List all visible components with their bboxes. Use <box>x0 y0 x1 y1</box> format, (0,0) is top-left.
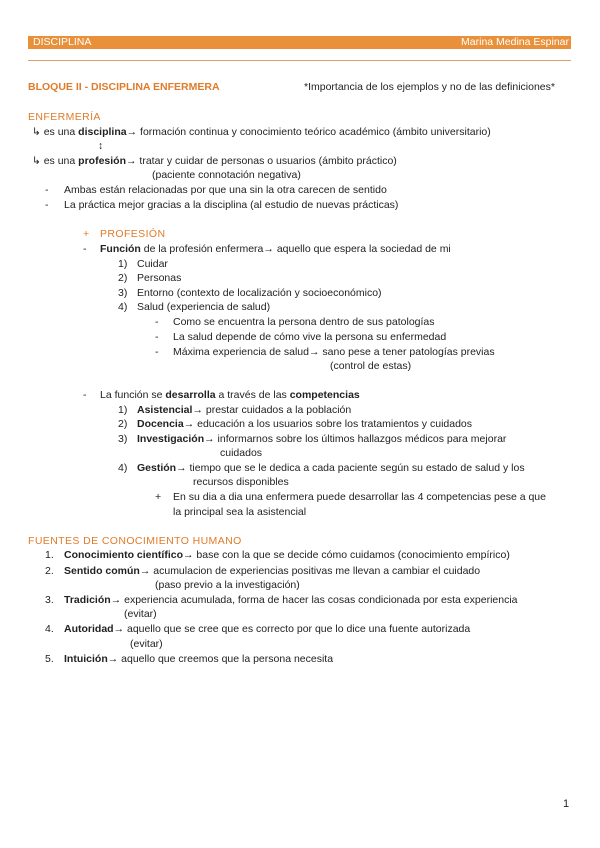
list-number: 3. <box>45 594 54 606</box>
double-arrow-icon: ↕ <box>98 140 104 152</box>
salud-point-3: Máxima experiencia de salud→ sano pese a tener patologías previas <box>173 346 495 358</box>
list-number: 2) <box>118 418 128 430</box>
header-bar <box>28 36 571 49</box>
list-number: 1. <box>45 549 54 561</box>
list-item: Personas <box>137 272 182 284</box>
competencia-asistencial: Asistencial→ prestar cuidados a la población <box>137 404 352 416</box>
list-number: 2. <box>45 565 54 577</box>
fuente-autoridad-note: (evitar) <box>130 638 163 650</box>
fuente-tradicion-note: (evitar) <box>124 608 157 620</box>
section-heading-enfermeria: ENFERMERÍA <box>28 111 101 123</box>
competencia-docencia: Docencia→ educación a los usuarios sobre los tratamientos y cuidados <box>137 418 473 430</box>
competencias-line: La función se desarrolla a través de las competencias <box>100 389 360 401</box>
list-item: Cuidar <box>137 258 168 270</box>
section-heading-fuentes: FUENTES DE CONOCIMIENTO HUMANO <box>28 535 242 547</box>
competencia-gestion: Gestión→ tiempo que se le dedica a cada paciente según su estado de salud y los <box>137 462 525 474</box>
competencia-gestion-cont: recursos disponibles <box>193 476 289 488</box>
plus-bullet: + <box>155 491 162 503</box>
dash-bullet: - <box>155 346 159 358</box>
fuente-intuicion: Intuición→ aquello que creemos que la persona necesita <box>64 653 334 665</box>
dash-bullet: - <box>83 243 87 255</box>
competencias-note-cont: la principal sea la asistencial <box>173 506 307 518</box>
fuente-sentido-comun-note: (paso previo a la investigación) <box>155 579 300 591</box>
list-item: Salud (experiencia de salud) <box>137 301 271 313</box>
block-title: BLOQUE II - DISCIPLINA ENFERMERA <box>28 81 220 93</box>
dash-bullet: - <box>45 184 49 196</box>
dash-bullet: - <box>155 316 159 328</box>
fuente-autoridad: Autoridad→ aquello que se cree que es correcto por que lo dice una fuente autorizada <box>64 623 471 635</box>
list-number: 4. <box>45 623 54 635</box>
list-number: 4) <box>118 301 128 313</box>
funcion-line: Función de la profesión enfermera→ aquello que espera la sociedad de mi <box>100 243 451 255</box>
salud-point-3-note: (control de estas) <box>330 360 412 372</box>
section-heading-profesion: PROFESIÓN <box>100 228 166 240</box>
line-profesion-note: (paciente connotación negativa) <box>152 169 301 181</box>
enf-point-1: Ambas están relacionadas por que una sin la otra carecen de sentido <box>64 184 387 196</box>
list-number: 5. <box>45 653 54 665</box>
list-number: 4) <box>118 462 128 474</box>
list-number: 1) <box>118 258 128 270</box>
block-note: *Importancia de los ejemplos y no de las definiciones* <box>304 81 555 93</box>
list-item: Entorno (contexto de localización y socioeconómico) <box>137 287 382 299</box>
competencia-investigacion: Investigación→ informarnos sobre los últimos hallazgos médicos para mejorar <box>137 433 507 445</box>
fuente-sentido-comun: Sentido común→ acumulacion de experiencias positivas me llevan a cambiar el cuidado <box>64 565 481 577</box>
fuente-tradicion: Tradición→ experiencia acumulada, forma de hacer las cosas condicionada por esta experiencia <box>64 594 518 606</box>
header-divider <box>28 60 571 61</box>
competencias-note: En su dia a dia una enfermera puede desarrollar las 4 competencias pese a que <box>173 491 546 503</box>
list-number: 1) <box>118 404 128 416</box>
list-number: 3) <box>118 287 128 299</box>
list-number: 3) <box>118 433 128 445</box>
plus-bullet: + <box>83 228 90 240</box>
header-subject: DISCIPLINA <box>33 36 92 48</box>
line-profesion: ↳ es una profesión→ tratar y cuidar de personas o usuarios (ámbito práctico) <box>32 155 397 167</box>
enf-point-2: La práctica mejor gracias a la disciplina (al estudio de nuevas prácticas) <box>64 199 399 211</box>
salud-point-1: Como se encuentra la persona dentro de sus patologías <box>173 316 435 328</box>
list-number: 2) <box>118 272 128 284</box>
page-number: 1 <box>563 798 570 810</box>
fuente-conocimiento-cientifico: Conocimiento científico→ base con la que se decide cómo cuidamos (conocimiento empírico) <box>64 549 510 561</box>
dash-bullet: - <box>45 199 49 211</box>
salud-point-2: La salud depende de cómo vive la persona su enfermedad <box>173 331 447 343</box>
dash-bullet: - <box>155 331 159 343</box>
dash-bullet: - <box>83 389 87 401</box>
header-author: Marina Medina Espinar <box>461 36 569 48</box>
line-disciplina: ↳ es una disciplina→ formación continua y conocimiento teórico académico (ámbito universitario) <box>32 126 491 138</box>
competencia-investigacion-cont: cuidados <box>220 447 263 459</box>
